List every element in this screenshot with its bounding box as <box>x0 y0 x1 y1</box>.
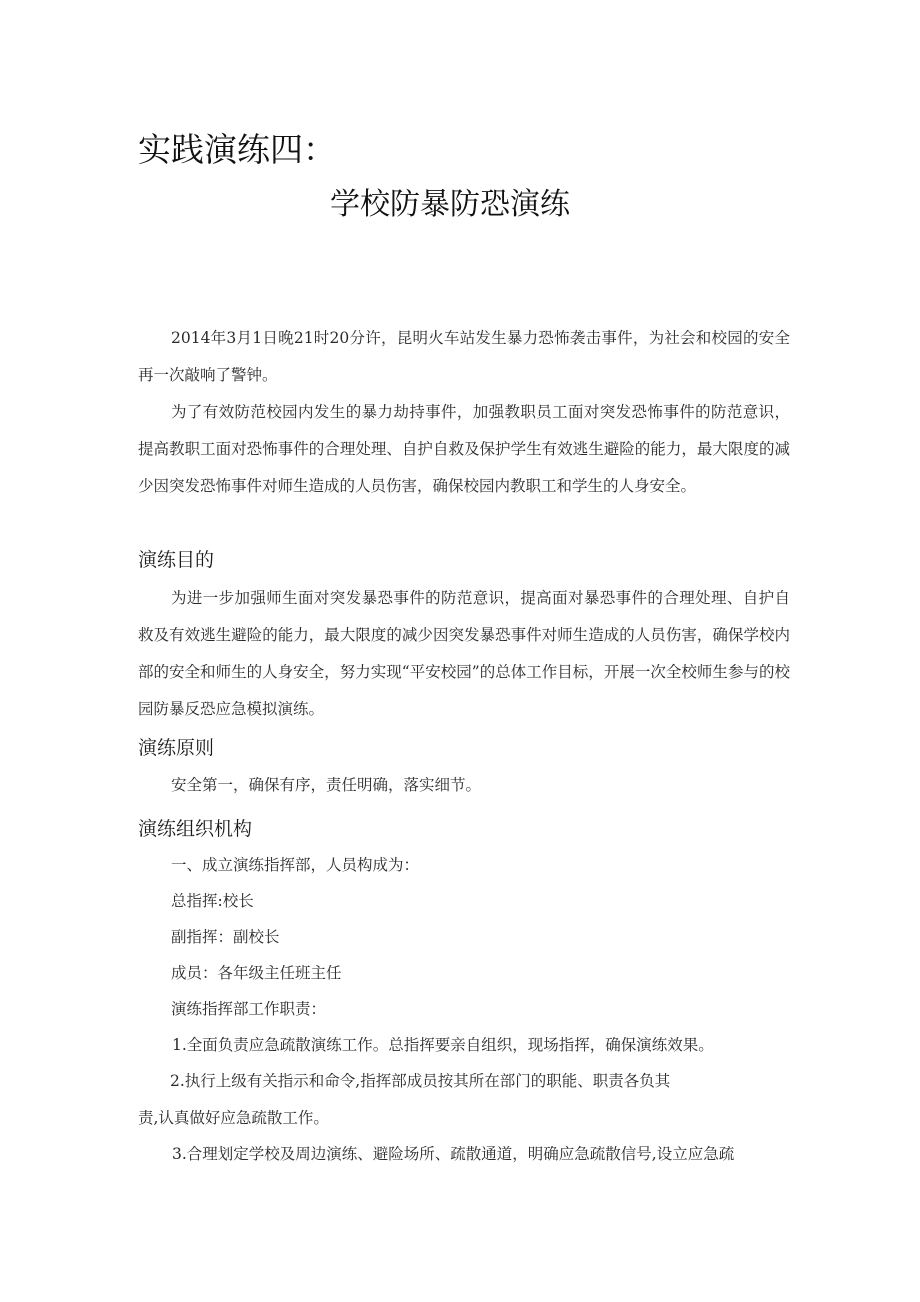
org-line: 演练指挥部工作职责： <box>171 1000 327 1018</box>
document-title: 实践演练四： <box>138 130 336 169</box>
section-heading-principle: 演练原则 <box>138 737 215 759</box>
org-line: 1.全面负责应急疏散演练工作。总指挥要亲自组织，现场指挥，确保演练效果。 <box>172 1036 714 1054</box>
intro-paragraph: 为了有效防范校园内发生的暴力劫持事件，加强教职员工面对突发恐怖事件的防范意识，提高教职工面对恐怖事件的合理处理、自护自救及保护学生有效逃生避险的能力，最大限度的减少因突发恐怖事件对师生造成的人员伤害，确保校园内教职工和学生的人身安全。 <box>138 403 790 495</box>
org-line: 总指挥:校长 <box>171 892 254 910</box>
org-line: 责,认真做好应急疏散工作。 <box>138 1109 329 1127</box>
section-heading-organization: 演练组织机构 <box>138 818 253 840</box>
document-subtitle: 学校防暴防恐演练 <box>330 187 570 222</box>
org-line: 成员：各年级主任班主任 <box>171 964 342 982</box>
org-line: 一、成立演练指挥部，人员构成为： <box>171 856 420 874</box>
org-line: 2.执行上级有关指示和命令,指挥部成员按其所在部门的职能、职责各负其 <box>170 1072 671 1090</box>
section-text-principle: 安全第一，确保有序，责任明确，落实细节。 <box>171 776 482 794</box>
org-line: 3.合理划定学校及周边演练、避险场所、疏散通道，明确应急疏散信号,设立应急疏 <box>172 1145 735 1163</box>
intro-paragraph: 2014年3月1日晚21时20分许，昆明火车站发生暴力恐怖袭击事件，为社会和校园的安全再一次敲响了警钟。 <box>138 329 790 384</box>
org-line: 副指挥：副校长 <box>171 928 280 946</box>
section-text-purpose: 为进一步加强师生面对突发暴恐事件的防范意识，提高面对暴恐事件的合理处理、自护自救及有效逃生避险的能力，最大限度的减少因突发暴恐事件对师生造成的人员伤害，确保学校内部的安全和师生的人身安全，努力实现“平安校园”的总体工作目标，开展一次全校师生参与的校园防暴反恐应急模拟演练。 <box>138 589 790 718</box>
section-heading-purpose: 演练目的 <box>138 549 215 571</box>
